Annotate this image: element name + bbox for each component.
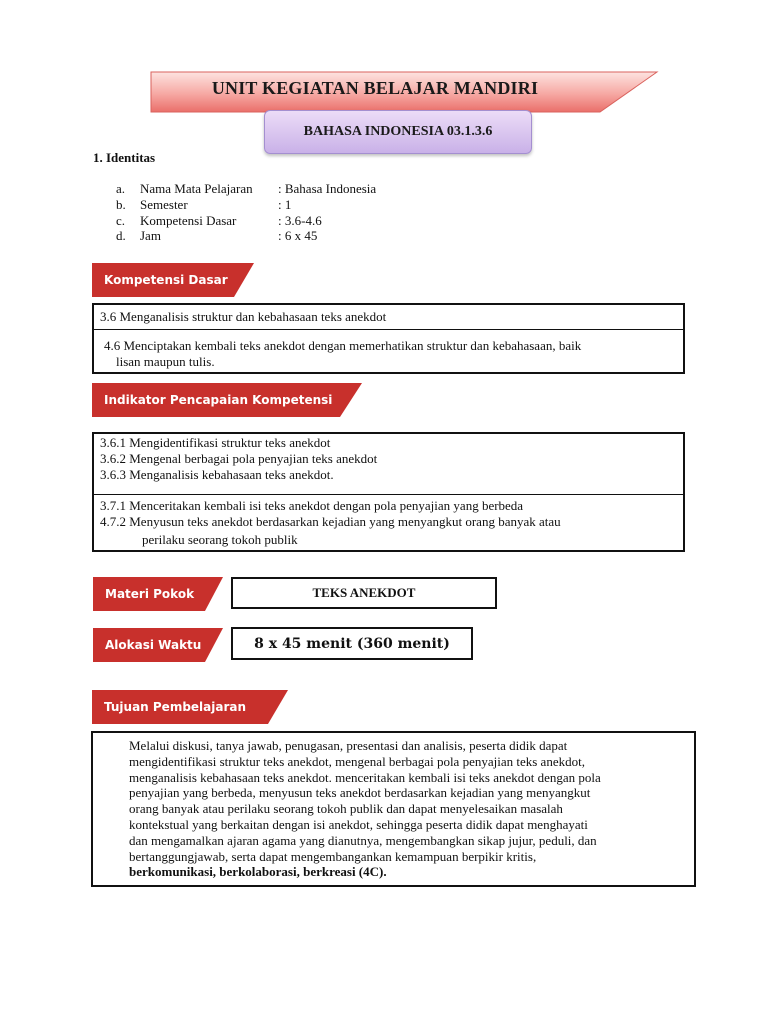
- identitas-list: [116, 181, 376, 244]
- item-letter: c.: [116, 212, 126, 228]
- tujuan-paragraph: [129, 738, 676, 880]
- indikator-item: 4.7.2 Menyusun teks anekdot berdasarkan kejadian yang menyangkut orang banyak atau: [100, 514, 561, 529]
- tab-label: Materi Pokok: [105, 587, 195, 601]
- indikator-group-4: [100, 498, 677, 548]
- indikator-group-3: [100, 435, 677, 483]
- materi-pokok-value: TEKS ANEKDOT: [231, 577, 497, 609]
- item-value: : 3.6-4.6: [278, 212, 322, 228]
- alokasi-waktu-tab: [93, 628, 223, 662]
- subject-code-badge: BAHASA INDONESIA 03.1.3.6: [264, 110, 532, 154]
- tujuan-line: bertanggungjawab, serta dapat mengembangankan kemampuan berpikir kritis,: [129, 848, 537, 864]
- tujuan-pembelajaran-tab: [92, 690, 288, 724]
- tujuan-line: penyajian yang berbeda, menyusun teks anekdot berdasarkan kejadian yang menyangkut: [129, 785, 591, 801]
- item-label: Jam: [140, 228, 161, 244]
- kd-item-4-6-line2: lisan maupun tulis.: [116, 354, 215, 369]
- tab-label: Kompetensi Dasar: [104, 273, 228, 287]
- kompetensi-dasar-box: [92, 303, 685, 374]
- indikator-item: 3.6.3 Menganalisis kebahasaan teks anekdot.: [100, 467, 334, 482]
- tujuan-line: menganalisis kebahasaan teks anekdot. menceritakan kembali isi teks anekdot dengan pola: [129, 769, 601, 785]
- identitas-heading: 1. Identitas: [93, 150, 156, 165]
- identitas-item: [116, 181, 376, 197]
- tujuan-line: kontekstual yang berkaitan dengan isi anekdot, sehingga peserta didik dapat menghayati: [129, 816, 588, 832]
- divider: [94, 329, 683, 330]
- item-value: : Bahasa Indonesia: [278, 181, 377, 196]
- item-label: Kompetensi Dasar: [140, 212, 237, 228]
- materi-pokok-tab: [93, 577, 223, 611]
- alokasi-waktu-value: 8 x 45 menit (360 menit): [231, 627, 473, 660]
- kompetensi-dasar-tab: [92, 263, 254, 297]
- item-letter: b.: [116, 196, 126, 212]
- identitas-item: [116, 228, 376, 244]
- indikator-item-continuation: perilaku seorang tokoh publik: [142, 532, 298, 547]
- indikator-item: 3.6.1 Mengidentifikasi struktur teks anekdot: [100, 435, 331, 450]
- document-title: UNIT KEGIATAN BELAJAR MANDIRI: [211, 78, 539, 98]
- indikator-box: [92, 432, 685, 552]
- kd-item-4-6: [104, 338, 679, 370]
- indikator-tab: [92, 383, 362, 417]
- tab-label: Alokasi Waktu: [105, 638, 202, 652]
- identitas-item: [116, 197, 376, 213]
- divider: [94, 494, 683, 495]
- tujuan-line: orang banyak atau perilaku seorang tokoh publik dan dapat menyelesaikan masalah: [129, 801, 563, 817]
- tujuan-line-4c: berkomunikasi, berkolaborasi, berkreasi (4C).: [129, 864, 387, 880]
- item-label: Semester: [140, 196, 188, 212]
- item-value: : 1: [278, 196, 292, 212]
- indikator-item: 3.7.1 Menceritakan kembali isi teks anekdot dengan pola penyajian yang berbeda: [100, 498, 524, 513]
- tujuan-line: Melalui diskusi, tanya jawab, penugasan, presentasi dan analisis, peserta didik dapat: [129, 738, 568, 753]
- tab-label: Indikator Pencapaian Kompetensi: [104, 393, 333, 407]
- tab-label: Tujuan Pembelajaran: [104, 700, 247, 714]
- tujuan-line: mengidentifikasi struktur teks anekdot, mengenal berbagai pola penyajian teks anekdot,: [129, 753, 585, 769]
- item-letter: d.: [116, 228, 126, 244]
- kd-item-4-6-line1: 4.6 Menciptakan kembali teks anekdot dengan memerhatikan struktur dan kebahasaan, baik: [104, 338, 582, 353]
- kd-item-3-6: 3.6 Menganalisis struktur dan kebahasaan teks anekdot: [100, 309, 387, 324]
- item-label: Nama Mata Pelajaran: [140, 181, 253, 196]
- identitas-item: [116, 213, 376, 229]
- tujuan-pembelajaran-box: [91, 731, 696, 887]
- tujuan-line: dan mengamalkan ajaran agama yang dianutnya, mengembangkan sikap jujur, peduli, dan: [129, 832, 597, 848]
- indikator-item: 3.6.2 Mengenal berbagai pola penyajian teks anekdot: [100, 451, 378, 466]
- item-letter: a.: [116, 181, 126, 196]
- item-value: : 6 x 45: [278, 228, 318, 244]
